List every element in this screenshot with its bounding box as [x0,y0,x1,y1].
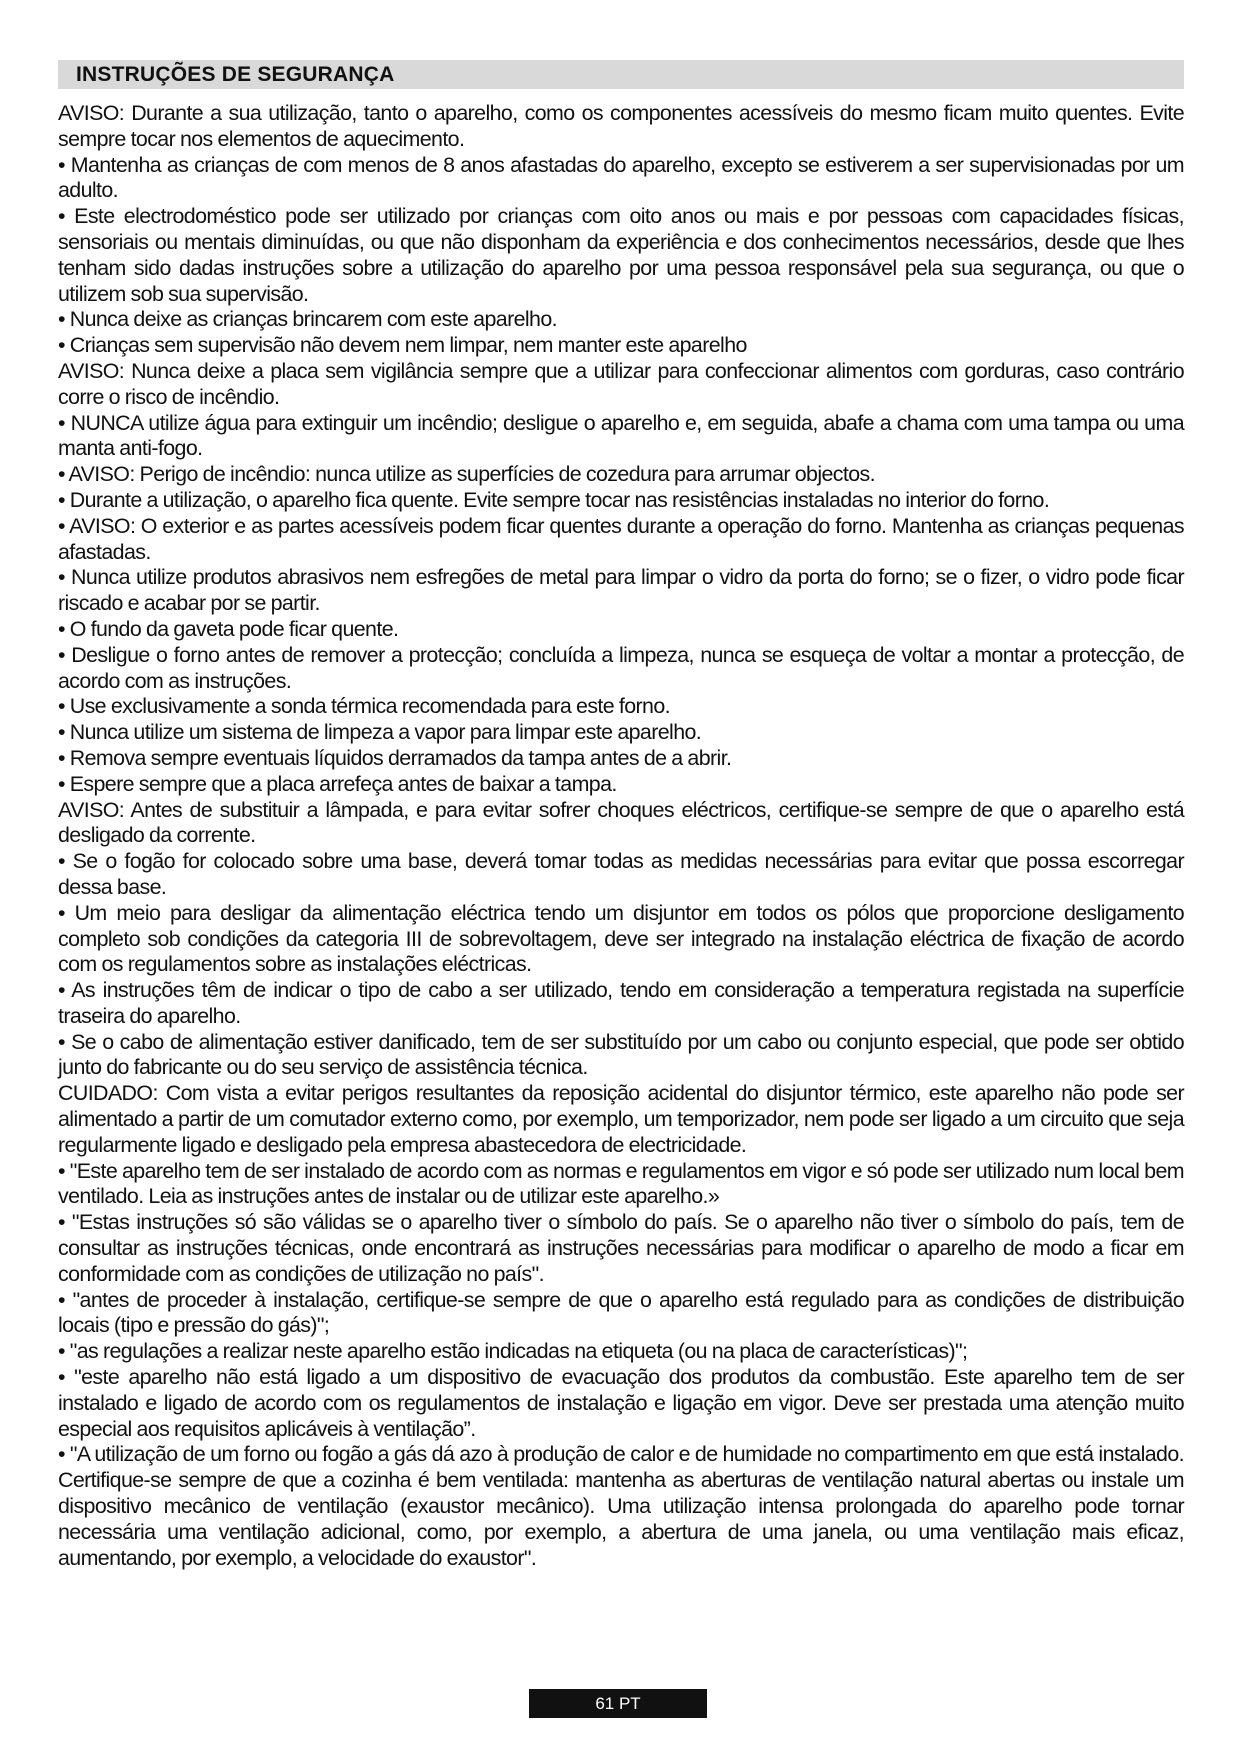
paragraph-20: • Um meio para desligar da alimentação eléctrica tendo um disjuntor em todos os pólos que proporcione desligamento completo sob condições da categoria III de sobrevoltagem, deve ser integrado na instalação eléctrica de fixação de acordo com os regulamentos sobre as instalações eléctricas. [58,900,1184,977]
section-title: INSTRUÇÕES DE SEGURANÇA [76,63,395,86]
paragraph-17: • Espere sempre que a placa arrefeça antes de baixar a tampa. [58,771,617,796]
paragraph-25: • "Estas instruções só são válidas se o aparelho tiver o símbolo do país. Se o aparelho não tiver o símbolo do país, tem de consultar as instruções técnicas, onde encontrará as instruções necessárias para modificar o aparelho de modo a ficar em conformidade com as condições de utilização no país". [58,1210,1184,1286]
paragraph-6: AVISO: Nunca deixe a placa sem vigilância sempre que a utilizar para confeccionar alimentos com gorduras, caso contrário corre o risco de incêndio. [58,358,1184,409]
page-number-badge [529,1689,707,1718]
paragraph-22: • Se o cabo de alimentação estiver danificado, tem de ser substituído por um cabo ou conjunto especial, que pode ser obtido junto do fabricante ou do seu serviço de assistência técnica. [58,1029,1184,1080]
paragraph-2: • Mantenha as crianças de com menos de 8 anos afastadas do aparelho, excepto se estiverem a ser supervisionadas por um adulto. [58,152,1184,203]
paragraph-8: • AVISO: Perigo de incêndio: nunca utilize as superfícies de cozedura para arrumar objectos. [58,462,875,487]
paragraph-9: • Durante a utilização, o aparelho fica quente. Evite sempre tocar nas resistências instaladas no interior do forno. [58,487,1050,512]
page-number: 61 PT [595,1694,641,1713]
paragraph-21: • As instruções têm de indicar o tipo de cabo a ser utilizado, tendo em consideração a temperatura registada na superfície traseira do aparelho. [58,978,1184,1028]
paragraph-29: • "A utilização de um forno ou fogão a gás dá azo à produção de calor e de humidade no compartimento em que está instalado. Certifique-se sempre de que a cozinha é bem ventilada: mantenha as aberturas de ventilação natural abertas ou instale um dispositivo mecânico de ventilação (exaustor mecânico). Uma utilização intensa prolongada do aparelho pode tornar necessária uma ventilação adicional, como, por exemplo, a abertura de uma janela, ou uma ventilação mais eficaz, aumentando, por exemplo, a velocidade do exaustor". [58,1442,1184,1570]
paragraph-15: • Nunca utilize um sistema de limpeza a vapor para limpar este aparelho. [58,720,702,745]
paragraph-1: AVISO: Durante a sua utilização, tanto o aparelho, como os componentes acessíveis do mesmo ficam muito quentes. Evite sempre tocar nos elementos de aquecimento. [58,101,1184,151]
paragraph-12: • O fundo da gaveta pode ficar quente. [58,616,399,641]
paragraph-3: • Este electrodoméstico pode ser utilizado por crianças com oito anos ou mais e por pessoas com capacidades físicas, sensoriais ou mentais diminuídas, ou que não disponham da experiência e dos conhecimentos necessários, desde que lhes tenham sido dadas instruções sobre a utilização do aparelho por uma pessoa responsável pela sua segurança, ou que o utilizem sob sua supervisão. [58,204,1184,306]
paragraph-18: AVISO: Antes de substituir a lâmpada, e para evitar sofrer choques eléctricos, certifique-se sempre de que o aparelho está desligado da corrente. [58,797,1184,848]
paragraph-23: CUIDADO: Com vista a evitar perigos resultantes da reposição acidental do disjuntor térmico, este aparelho não pode ser alimentado a partir de um comutador externo como, por exemplo, um temporizador, nem pode ser ligado a um circuito que seja regularmente ligado e desligado pela empresa abastecedora de electricidade. [58,1081,1184,1157]
paragraph-4: • Nunca deixe as crianças brincarem com este aparelho. [58,307,557,332]
paragraph-7: • NUNCA utilize água para extinguir um incêndio; desligue o aparelho e, em seguida, abafe a chama com uma tampa ou uma manta anti-fogo. [58,410,1184,461]
paragraph-27: • "as regulações a realizar neste aparelho estão indicadas na etiqueta (ou na placa de características)"; [58,1339,968,1364]
section-heading-bar [58,60,1184,89]
paragraph-24: • "Este aparelho tem de ser instalado de acordo com as normas e regulamentos em vigor e só pode ser utilizado num local bem ventilado. Leia as instruções antes de instalar ou de utilizar este aparelho.» [58,1158,1184,1209]
paragraph-28: • "este aparelho não está ligado a um dispositivo de evacuação dos produtos da combustão. Este aparelho tem de ser instalado e ligado de acordo com os regulamentos de instalação e ligação em vigor. Deve ser prestada uma atenção muito especial aos requisitos aplicáveis à ventilação”. [58,1365,1184,1441]
paragraph-16: • Remova sempre eventuais líquidos derramados da tampa antes de a abrir. [58,745,732,770]
paragraph-11: • Nunca utilize produtos abrasivos nem esfregões de metal para limpar o vidro da porta do forno; se o fizer, o vidro pode ficar riscado e acabar por se partir. [58,565,1184,616]
paragraph-26: • "antes de proceder à instalação, certifique-se sempre de que o aparelho está regulado para as condições de distribuição locais (tipo e pressão do gás)"; [58,1287,1184,1338]
paragraph-10: • AVISO: O exterior e as partes acessíveis podem ficar quentes durante a operação do forno. Mantenha as crianças pequenas afastadas. [58,513,1184,564]
paragraph-14: • Use exclusivamente a sonda térmica recomendada para este forno. [58,694,670,719]
paragraph-19: • Se o fogão for colocado sobre uma base, deverá tomar todas as medidas necessárias para evitar que possa escorregar dessa base. [58,849,1184,899]
safety-instructions-body [58,101,1184,1571]
paragraph-13: • Desligue o forno antes de remover a protecção; concluída a limpeza, nunca se esqueça de voltar a montar a protecção, de acordo com as instruções. [58,642,1184,693]
paragraph-5: • Crianças sem supervisão não devem nem limpar, nem manter este aparelho [58,333,747,358]
